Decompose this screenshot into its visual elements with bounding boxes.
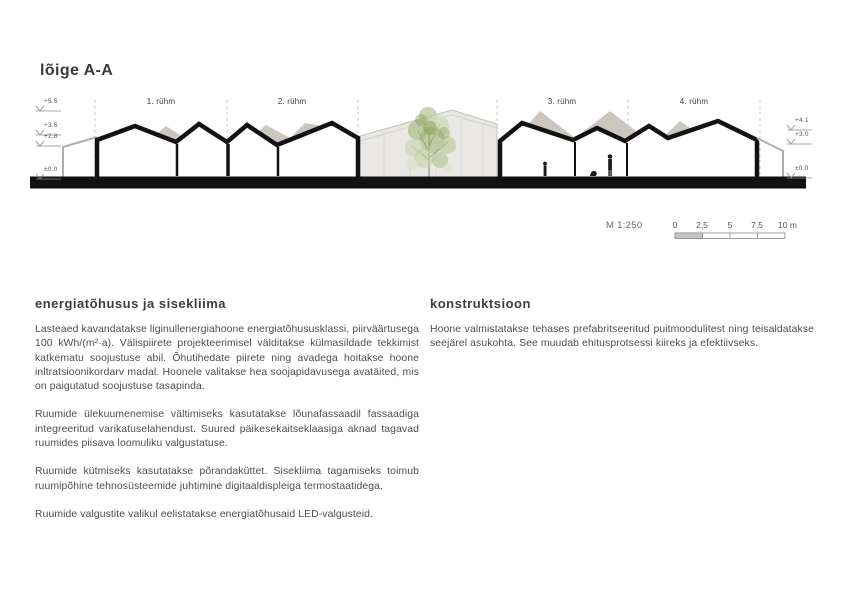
elevation-marker-right-1: +4.1 — [786, 117, 814, 132]
paragraph: Lasteaed kavandatakse liginullenergiahoone energiatõhususklassi, piirväärtusega 100 kWh/(m²·a). Välispiirete projekteerimisel välditakse külmasildade tekkimist katkematu soojustuse abil. Õhutihedate piirete ning avadega hoitakse hoone inltratsioonikordarv madal. Hoonele valitakse hea soojapidavusega avatäited, mis on paigutatud soojustuse tasapinda. — [35, 324, 419, 393]
scale-bar — [675, 233, 785, 239]
right-outline-building — [757, 138, 783, 177]
paragraph: Ruumide valgustite valikul eelistatakse energiatõhusaid LED-valgusteid. — [35, 508, 374, 520]
left-outline-building — [63, 137, 97, 177]
paragraph: Ruumide ülekuumenemise vältimiseks kasutatakse lõunafassaadil fassaadiga integreeritud varikatuselahendust. Suured päikesekaitseklaasiga aknad tagavad ruumides piisava loomuliku valgustatuse. — [35, 409, 419, 450]
section-cut-block-groups-1-2 — [97, 123, 358, 177]
group-label-1: 1. rühm — [146, 97, 176, 106]
elevation-marker-left-1: +5.5 — [35, 98, 63, 113]
level-marker-icon — [35, 140, 63, 148]
page-title: lõige A-A — [40, 62, 114, 79]
elevation-marker-left-4: ±0.0 — [35, 166, 63, 181]
section-heading: energiatõhusus ja sisekliima — [35, 296, 227, 311]
elevation-marker-right-3: ±0.0 — [786, 165, 814, 180]
scale-tick-5: 5 — [727, 220, 733, 230]
scale-tick-7-5: 7,5 — [751, 220, 763, 230]
section-energy-indoor-climate — [35, 296, 419, 522]
scale-tick-10m: 10 m — [778, 220, 797, 230]
group-label-2: 2. rühm — [277, 97, 307, 106]
section-heading: konstruktsioon — [430, 296, 531, 311]
scale-tick-0: 0 — [672, 220, 678, 230]
elevation-marker-left-3: +2.8 — [35, 133, 63, 148]
level-marker-icon — [35, 105, 63, 113]
level-marker-icon — [786, 172, 814, 180]
paragraph: Ruumide kütmiseks kasutatakse põrandaküttet. Sisekliima tagamiseks toimub ruumipõhine tehnosüsteemide juhtimine digitaaldispleiga termostaatidega. — [35, 466, 419, 492]
group-label-4: 4. rühm — [679, 97, 709, 106]
group-label-3: 3. rühm — [547, 97, 577, 106]
section-construction — [430, 296, 814, 352]
paragraph: Hoone valmistatakse tehases prefabritseeritud puitmoodulitest ning teisaldatakse seejärel asukohta. See muudab ehitusprotsessi kiireks ja efektiivseks. — [430, 324, 814, 350]
scale-tick-2-5: 2,5 — [696, 220, 708, 230]
level-marker-icon — [786, 138, 814, 146]
elevation-marker-right-2: +3.0 — [786, 131, 814, 146]
scale-label: M 1:250 — [606, 220, 643, 231]
elevation-marker-left-2: +3.5 — [35, 122, 63, 137]
level-marker-icon — [35, 173, 63, 181]
ground-line — [30, 177, 806, 189]
